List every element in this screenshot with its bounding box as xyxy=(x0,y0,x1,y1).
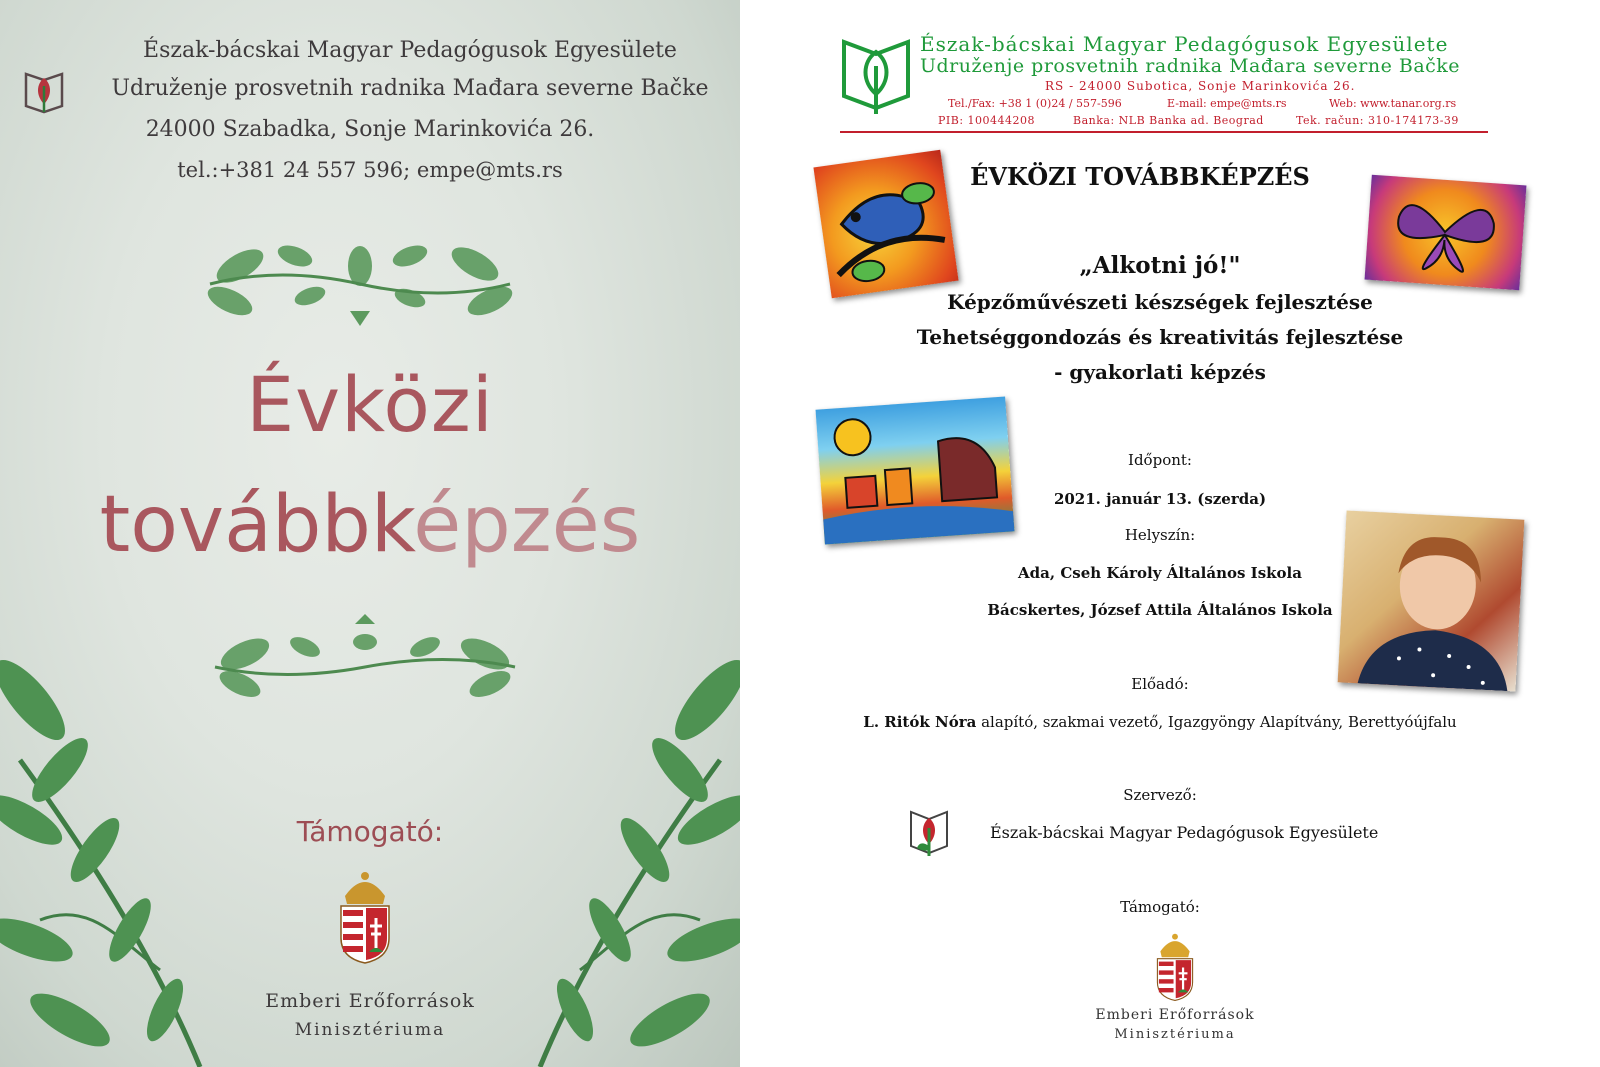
time-value: 2021. január 13. (szerda) xyxy=(1053,490,1267,508)
invitation-title: ÉVKÖZI TOVÁBBKÉPZÉS xyxy=(970,162,1310,191)
time-label: Időpont: xyxy=(1128,451,1192,469)
letterhead-telfax: Tel./Fax: +38 1 (0)24 / 557-596 xyxy=(948,97,1122,110)
presenter-label: Előadó: xyxy=(1131,675,1189,693)
venue-1: Ada, Cseh Károly Általános Iskola xyxy=(1018,564,1302,582)
banner-org-hu: Észak-bácskai Magyar Pedagógusok Egyesülete xyxy=(143,38,677,63)
presenter-line xyxy=(860,713,1460,731)
banner-title-line1: Évközi xyxy=(246,360,494,449)
floral-ornament-icon xyxy=(205,612,525,712)
letterhead-org-sr: Udruženje prosvetnih radnika Mađara severne Bačke xyxy=(920,55,1461,77)
supporter-label: Támogató: xyxy=(1120,898,1200,916)
banner-ministry-line2: Minisztériuma xyxy=(294,1020,446,1040)
artwork-village-image xyxy=(816,397,1015,545)
banner-org-sr: Udruženje prosvetnih radnika Mađara severne Bačke xyxy=(111,76,709,101)
letterhead-divider xyxy=(840,131,1488,133)
presenter-role: alapító, szakmai vezető, Igazgyöngy Alapítvány, Berettyóújfalu xyxy=(976,713,1457,731)
floral-ornament-icon xyxy=(200,226,520,336)
letterhead-bank: Banka: NLB Banka ad. Beograd xyxy=(1073,114,1264,127)
banner-supporter-label: Támogató: xyxy=(296,815,444,848)
organizer-name: Észak-bácskai Magyar Pedagógusok Egyesülete xyxy=(990,823,1379,842)
letterhead-account: Tek. račun: 310-174173-39 xyxy=(1296,114,1459,127)
tulip-book-logo-icon xyxy=(840,32,912,116)
organizer-label: Szervező: xyxy=(1123,786,1197,804)
banner-ministry-line1: Emberi Erőforrások xyxy=(265,990,475,1012)
banner-address: 24000 Szabadka, Sonje Marinkovića 26. xyxy=(145,117,595,142)
letterhead-email: E-mail: empe@mts.rs xyxy=(1167,97,1287,110)
venue-label: Helyszín: xyxy=(1124,526,1196,544)
ministry-line1: Emberi Erőforrások xyxy=(1095,1007,1255,1023)
hungarian-coat-of-arms-icon xyxy=(335,868,395,964)
banner-title-line2-b: épzés xyxy=(413,480,641,570)
invitation-subtitle-3: Tehetséggondozás és kreativitás fejlesztése xyxy=(916,325,1404,349)
tulip-book-logo-icon xyxy=(22,66,66,116)
letterhead-address: RS - 24000 Subotica, Sonje Marinkovića 26. xyxy=(1045,79,1356,93)
venue-2: Bácskertes, József Attila Általános Iskola xyxy=(987,601,1333,619)
letterhead-org-hu: Észak-bácskai Magyar Pedagógusok Egyesülete xyxy=(920,32,1449,56)
banner-photo xyxy=(0,0,740,1067)
banner-title-line2-a: továbbk xyxy=(99,480,414,570)
presenter-name: L. Ritók Nóra xyxy=(863,713,977,731)
banner-contact: tel.:+381 24 557 596; empe@mts.rs xyxy=(177,158,563,182)
invitation-subtitle-4: - gyakorlati képzés xyxy=(1054,360,1266,384)
letterhead-web: Web: www.tanar.org.rs xyxy=(1329,97,1457,110)
invitation-subtitle-1: „Alkotni jó!" xyxy=(1079,252,1241,279)
tulip-book-logo-icon xyxy=(908,806,950,858)
ministry-line2: Minisztériuma xyxy=(1114,1027,1236,1042)
hungarian-coat-of-arms-icon xyxy=(1153,930,1197,1002)
banner-title-line2 xyxy=(0,480,740,570)
invitation-subtitle-2: Képzőművészeti készségek fejlesztése xyxy=(947,290,1373,314)
letterhead-pib: PIB: 100444208 xyxy=(938,114,1036,127)
